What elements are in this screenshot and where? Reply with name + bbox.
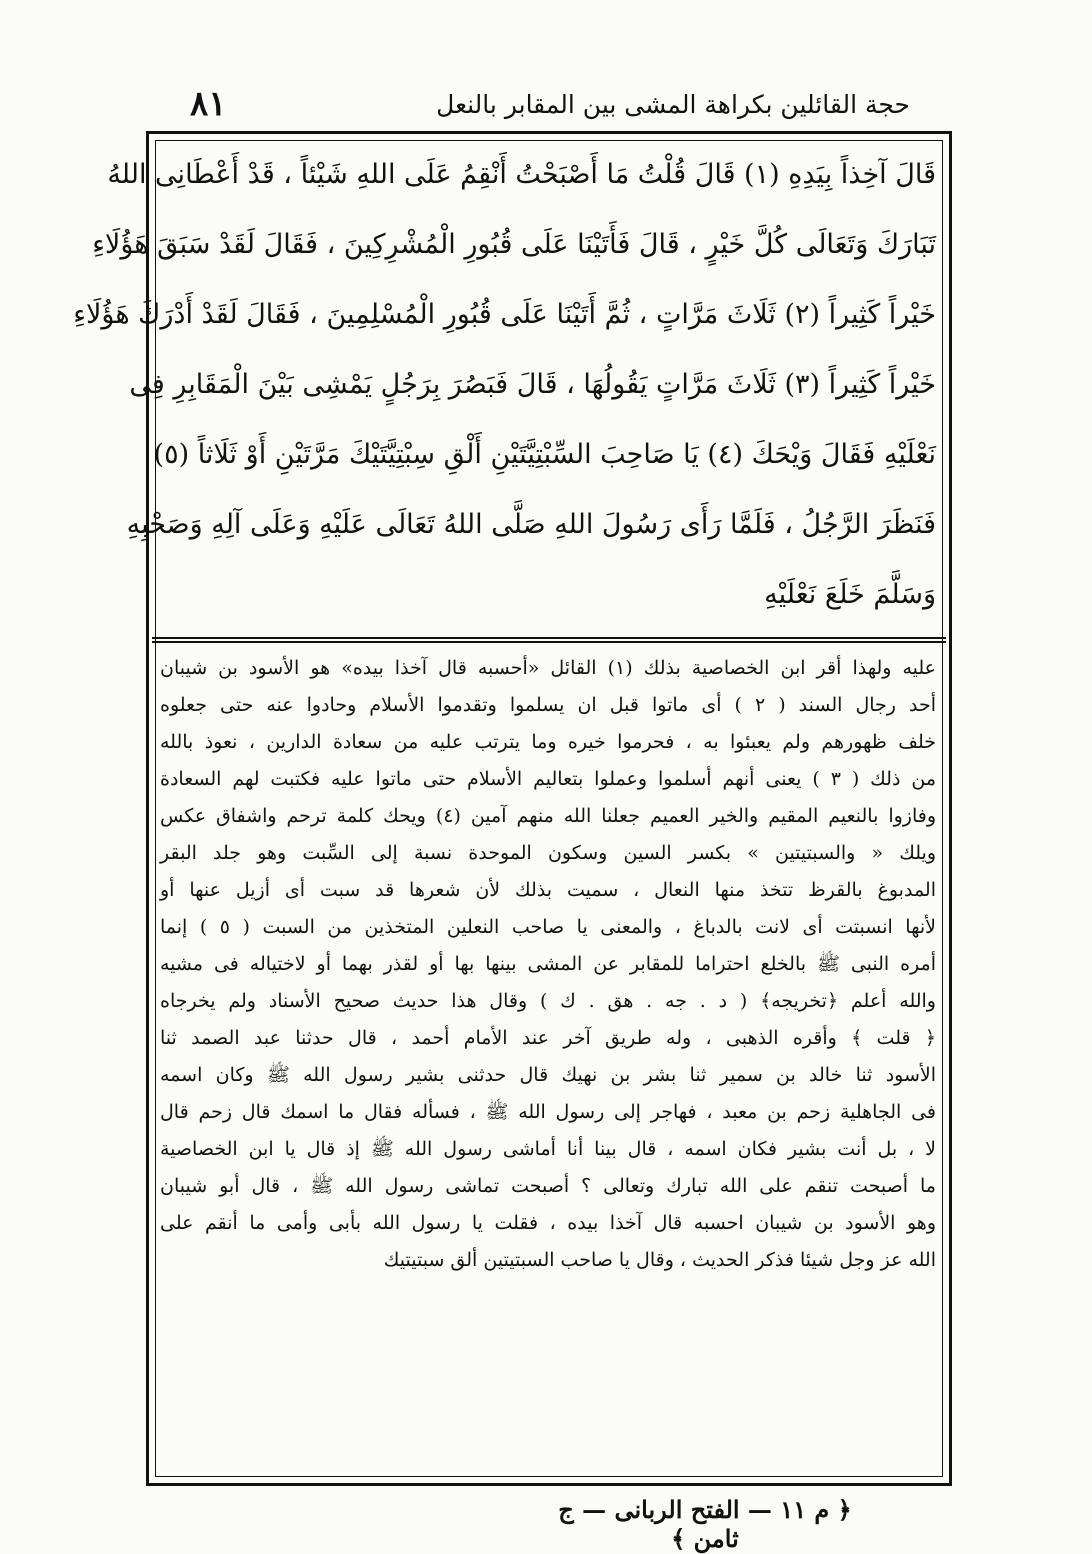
main-text-line: خَيْراً كَثِيراً (٣) ثَلَاثَ مَرَّاتٍ يَقُولُهَا ، قَالَ فَبَصُرَ بِرَجُلٍ يَمْشِى بَيْنَ الْمَقَابِرِ فِى bbox=[129, 369, 936, 400]
footnote-line: الأسود ثنا خالد بن سمير ثنا بشر بن نهيك قال حدثنى بشير رسول الله ﷺ وكان اسمه bbox=[160, 1064, 936, 1086]
main-text-line: نَعْلَيْهِ فَقَالَ وَيْحَكَ (٤) يَا صَاحِبَ السِّبْتِيَّتَيْنِ أَلْقِ سِبْتِيَّتَيْكَ مَرَّتَيْنِ أَوْ ثَلَاثاً (٥) bbox=[153, 439, 936, 470]
footnote-line: لأنها انسبتت أى لانت بالدباغ ، والمعنى يا صاحب النعلين المتخذين من السبت ( ٥ ) إنما bbox=[160, 916, 936, 938]
page-number: ٨١ bbox=[190, 84, 227, 124]
footnote-line: لا ، بل أنت بشير فكان اسمه ، قال بينا أنا أماشى رسول الله ﷺ إذ قال يا ابن الخصاصية bbox=[160, 1138, 936, 1160]
page-footer-signature: ﴿ م ١١ — الفتح الربانى — ج ثامن ﴾ bbox=[558, 1495, 852, 1553]
footnote-line: وفازوا بالنعيم المقيم والخير العميم جعلنا الله منهم آمين (٤) ويحك كلمة ترحم واشفاق عكس bbox=[160, 805, 936, 827]
section-divider bbox=[152, 637, 946, 643]
footnote-line: المدبوغ بالقرظ تتخذ منها النعال ، سميت بذلك لأن شعرها قد سبت أى أزيل عنها أو bbox=[160, 879, 936, 901]
main-text-line: قَالَ آخِذاً بِيَدِهِ (١) قَالَ قُلْتُ مَا أَصْبَحْتُ أَنْقِمُ عَلَى اللهِ شَيْئاً ، قَدْ أَعْطَانِى اللهُ bbox=[107, 159, 936, 190]
running-title: حجة القائلين بكراهة المشى بين المقابر بالنعل bbox=[436, 90, 910, 119]
main-text-line: وَسَلَّمَ خَلَعَ نَعْلَيْهِ bbox=[764, 579, 936, 610]
main-text-line: فَنَظَرَ الرَّجُلُ ، فَلَمَّا رَأَى رَسُولَ اللهِ صَلَّى اللهُ تَعَالَى عَلَيْهِ وَعَلَى آلِهِ وَصَحْبِهِ bbox=[126, 509, 936, 540]
footnote-line: والله أعلم ﴿تخريجه﴾ ( د . جه . هق . ك ) وقال هذا حديث صحيح الأسناد ولم يخرجاه bbox=[160, 990, 936, 1012]
footnote-line: خلف ظهورهم ولم يعبئوا به ، فحرموا خيره وما يترتب عليه من سعادة الدارين ، نعوذ بالله bbox=[160, 731, 936, 753]
footnotes bbox=[160, 650, 936, 1480]
footnote-line: أمره النبى ﷺ بالخلع احتراما للمقابر عن المشى بينها بها أو لقذر بهما أو لاختياله فى مشيه bbox=[160, 953, 936, 975]
footnote-line: عليه ولهذا أقر ابن الخصاصية بذلك (١) القائل «أحسبه قال آخذا بيده» هو الأسود بن شيبان bbox=[160, 657, 937, 679]
footnote-line: ﴿ قلت ﴾ وأقره الذهبى ، وله طريق آخر عند الأمام أحمد ، قال حدثنا عبد الصمد ثنا bbox=[160, 1027, 936, 1049]
footnote-line: من ذلك ( ٣ ) يعنى أنهم أسلموا وعملوا بتعاليم الأسلام حتى ماتوا عليه فكتبت لهم السعادة bbox=[160, 768, 937, 790]
main-text-line: خَيْراً كَثِيراً (٢) ثَلَاثَ مَرَّاتٍ ، ثُمَّ أَتَيْنَا عَلَى قُبُورِ الْمُسْلِمِينَ ، فَقَالَ لَقَدْ أَدْرَكَ هَؤُلَاءِ bbox=[73, 299, 936, 330]
footnote-line: ويلك « والسبتيتين » بكسر السين وسكون الموحدة نسبة إلى السِّبت وهو جلد البقر bbox=[160, 842, 936, 864]
footnote-line: ما أصبحت تنقم على الله تبارك وتعالى ؟ أصبحت تماشى رسول الله ﷺ ، قال أبو شيبان bbox=[160, 1175, 936, 1197]
main-hadith-text bbox=[73, 140, 936, 635]
footnote-line: فى الجاهلية زحم بن معبد ، فهاجر إلى رسول الله ﷺ ، فسأله فقال ما اسمك قال زحم قال bbox=[160, 1101, 936, 1123]
footnote-line: وهو الأسود بن شيبان احسبه قال آخذا بيده ، فقلت يا رسول الله بأبى وأمى ما أنقم على bbox=[160, 1212, 936, 1234]
footnote-line: الله عز وجل شيئا فذكر الحديث ، وقال يا صاحب السبتيتين ألق سبتيتيك bbox=[383, 1249, 936, 1271]
page-header bbox=[150, 78, 950, 130]
main-text-line: تَبَارَكَ وَتَعَالَى كُلَّ خَيْرٍ ، قَالَ فَأَتَيْنَا عَلَى قُبُورِ الْمُشْرِكِينَ ، فَقَالَ لَقَدْ سَبَقَ هَؤُلَاءِ bbox=[92, 229, 936, 260]
footnote-line: أحد رجال السند ( ٢ ) أى ماتوا قبل ان يسلموا وتقدموا الأسلام وحادوا عنه حتى جعلوه bbox=[160, 694, 936, 716]
